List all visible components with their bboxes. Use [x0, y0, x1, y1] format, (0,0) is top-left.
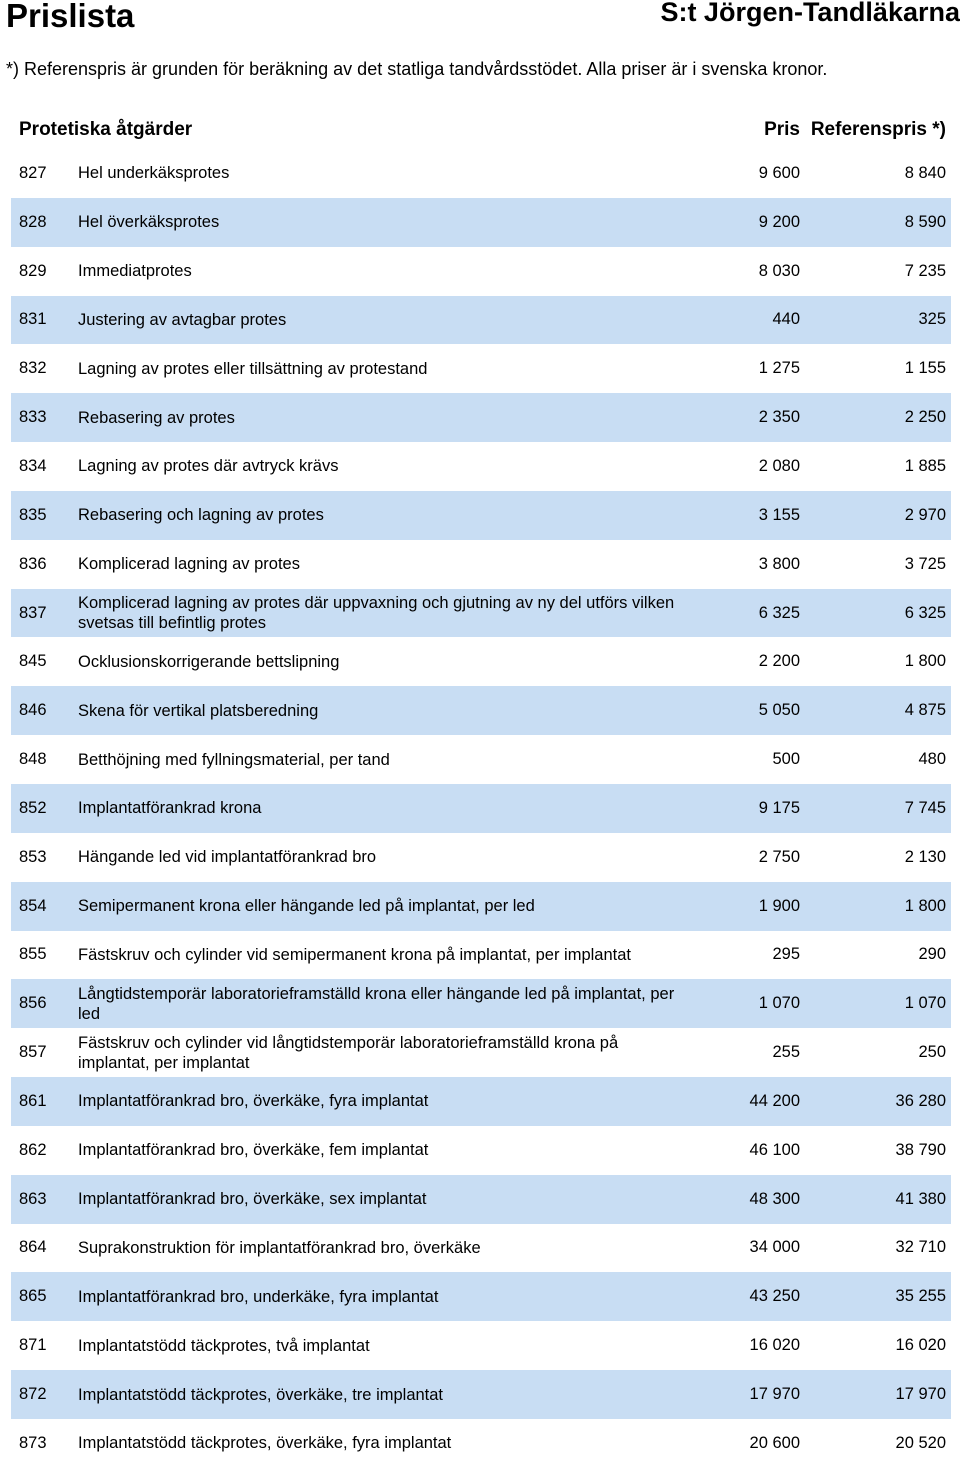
- price-value: 2 350: [758, 408, 800, 427]
- table-row: [11, 833, 951, 882]
- procedure-description: Ocklusionskorrigerande bettslipning: [78, 652, 340, 671]
- reference-price-value: 325: [918, 310, 946, 329]
- reference-price-value: 1 070: [904, 994, 946, 1013]
- table-row: [11, 735, 951, 784]
- procedure-code: 857: [19, 1043, 47, 1062]
- price-value: 9 600: [758, 163, 800, 182]
- procedure-description: Justering av avtagbar protes: [78, 310, 287, 329]
- procedure-code: 845: [19, 652, 47, 671]
- price-value: 295: [772, 945, 800, 964]
- procedure-code: 865: [19, 1287, 47, 1306]
- procedure-code: 833: [19, 408, 47, 427]
- table-row: [11, 882, 951, 931]
- table-row: [11, 1370, 951, 1419]
- reference-price-value: 480: [918, 750, 946, 769]
- price-value: 3 155: [758, 505, 800, 524]
- reference-price-value: 8 840: [904, 163, 946, 182]
- price-value: 46 100: [749, 1140, 800, 1159]
- procedure-description: Immediatprotes: [78, 262, 192, 281]
- procedure-description: Implantatförankrad bro, överkäke, fyra implantat: [78, 1092, 429, 1111]
- reference-price-column-header: Referenspris *): [810, 119, 946, 140]
- procedure-description: Rebasering och lagning av protes: [78, 506, 324, 525]
- procedure-description: Hängande led vid implantatförankrad bro: [78, 848, 377, 867]
- procedure-description: Implantatstödd täckprotes, två implantat: [78, 1336, 370, 1355]
- reference-price-value: 2 250: [904, 408, 946, 427]
- procedure-description: Fästskruv och cylinder vid långtidstemporär laboratorieframställd krona på implantat, per implantat: [78, 1033, 619, 1072]
- procedure-description: Implantatförankrad bro, underkäke, fyra implantat: [78, 1287, 439, 1306]
- procedure-code: 856: [19, 994, 47, 1013]
- procedure-code: 872: [19, 1385, 47, 1404]
- clinic-name: S:t Jörgen-Tandläkarna: [660, 0, 960, 27]
- price-table: [11, 149, 951, 1468]
- reference-price-value: 1 885: [904, 456, 946, 475]
- table-row: [11, 149, 951, 198]
- procedure-code: 834: [19, 456, 47, 475]
- procedure-code: 832: [19, 359, 47, 378]
- procedure-description: Semipermanent krona eller hängande led på implantat, per led: [78, 897, 535, 916]
- reference-price-value: 17 970: [895, 1385, 946, 1404]
- reference-price-value: 8 590: [904, 212, 946, 231]
- price-value: 8 030: [758, 261, 800, 280]
- procedure-description: Lagning av protes där avtryck krävs: [78, 457, 339, 476]
- price-value: 20 600: [749, 1433, 800, 1452]
- procedure-description: Implantatförankrad krona: [78, 799, 262, 818]
- procedure-code: 828: [19, 212, 47, 231]
- procedure-description: Suprakonstruktion för implantatförankrad bro, överkäke: [78, 1238, 481, 1257]
- price-value: 2 200: [758, 652, 800, 671]
- procedure-description: Betthöjning med fyllningsmaterial, per tand: [78, 750, 390, 769]
- procedure-description: Implantatförankrad bro, överkäke, fem implantat: [78, 1141, 429, 1160]
- procedure-description: Implantatstödd täckprotes, överkäke, tre implantat: [78, 1385, 444, 1404]
- procedure-description: Hel underkäksprotes: [78, 164, 230, 183]
- procedure-description: Långtidstemporär laboratorieframställd krona eller hängande led på implantat, per led: [78, 984, 675, 1023]
- price-value: 48 300: [749, 1189, 800, 1208]
- price-value: 9 175: [758, 798, 800, 817]
- table-row: [11, 784, 951, 833]
- procedure-description: Implantatförankrad bro, överkäke, sex implantat: [78, 1190, 427, 1209]
- reference-price-value: 4 875: [904, 701, 946, 720]
- price-value: 1 275: [758, 359, 800, 378]
- reference-price-value: 7 235: [904, 261, 946, 280]
- price-value: 1 070: [758, 994, 800, 1013]
- table-row: [11, 1077, 951, 1126]
- reference-price-value: 3 725: [904, 554, 946, 573]
- reference-price-value: 1 800: [904, 652, 946, 671]
- table-row: [11, 247, 951, 296]
- table-row: [11, 686, 951, 735]
- table-row: [11, 198, 951, 247]
- procedure-description: Rebasering av protes: [78, 408, 235, 427]
- price-value: 2 080: [758, 456, 800, 475]
- table-header: [0, 117, 960, 143]
- procedure-description: Fästskruv och cylinder vid semipermanent krona på implantat, per implantat: [78, 945, 631, 964]
- reference-price-value: 7 745: [904, 798, 946, 817]
- table-row: [11, 491, 951, 540]
- reference-price-value: 32 710: [895, 1238, 946, 1257]
- procedure-description: Lagning av protes eller tillsättning av protestand: [78, 359, 428, 378]
- price-value: 16 020: [749, 1336, 800, 1355]
- reference-price-value: 36 280: [895, 1091, 946, 1110]
- reference-price-value: 35 255: [895, 1287, 946, 1306]
- table-row: [11, 589, 951, 638]
- price-value: 17 970: [749, 1385, 800, 1404]
- table-row: [11, 442, 951, 491]
- reference-price-value: 1 800: [904, 896, 946, 915]
- table-row: [11, 1175, 951, 1224]
- price-value: 43 250: [749, 1287, 800, 1306]
- table-row: [11, 1321, 951, 1370]
- procedure-code: 848: [19, 750, 47, 769]
- price-value: 255: [772, 1043, 800, 1062]
- price-value: 34 000: [749, 1238, 800, 1257]
- reference-note: *) Referenspris är grunden för beräkning av det statliga tandvårdsstödet. Alla priser är i svenska kronor.: [6, 59, 828, 79]
- price-value: 9 200: [758, 212, 800, 231]
- price-column-header: Pris: [764, 119, 800, 140]
- table-row: [11, 393, 951, 442]
- table-row: [11, 1028, 951, 1077]
- price-value: 2 750: [758, 847, 800, 866]
- procedure-description: Komplicerad lagning av protes: [78, 555, 300, 574]
- reference-price-value: 16 020: [895, 1336, 946, 1355]
- price-value: 1 900: [758, 896, 800, 915]
- table-row: [11, 979, 951, 1028]
- procedure-code: 861: [19, 1091, 47, 1110]
- reference-price-value: 2 970: [904, 505, 946, 524]
- procedure-code: 854: [19, 896, 47, 915]
- procedure-code: 837: [19, 603, 47, 622]
- procedure-code: 852: [19, 798, 47, 817]
- page-title: Prislista: [6, 0, 135, 34]
- table-row: [11, 1224, 951, 1273]
- section-title: Protetiska åtgärder: [19, 119, 193, 140]
- procedure-code: 873: [19, 1433, 47, 1452]
- table-row: [11, 1126, 951, 1175]
- procedure-code: 855: [19, 945, 47, 964]
- procedure-description: Komplicerad lagning av protes där uppvaxning och gjutning av ny del utförs vilken svetsas till befintlig protes: [78, 594, 675, 633]
- procedure-code: 871: [19, 1336, 47, 1355]
- procedure-code: 846: [19, 701, 47, 720]
- table-row: [11, 637, 951, 686]
- price-value: 6 325: [758, 603, 800, 622]
- table-row: [11, 1419, 951, 1468]
- procedure-description: Implantatstödd täckprotes, överkäke, fyra implantat: [78, 1434, 452, 1453]
- table-row: [11, 540, 951, 589]
- price-value: 5 050: [758, 701, 800, 720]
- procedure-description: Skena för vertikal platsberedning: [78, 701, 319, 720]
- procedure-code: 864: [19, 1238, 47, 1257]
- reference-price-value: 250: [918, 1043, 946, 1062]
- reference-price-value: 1 155: [904, 359, 946, 378]
- reference-price-value: 6 325: [904, 603, 946, 622]
- table-row: [11, 931, 951, 980]
- procedure-code: 835: [19, 505, 47, 524]
- table-row: [11, 296, 951, 345]
- procedure-code: 836: [19, 554, 47, 573]
- table-row: [11, 344, 951, 393]
- price-value: 500: [772, 750, 800, 769]
- reference-price-value: 290: [918, 945, 946, 964]
- procedure-code: 829: [19, 261, 47, 280]
- table-row: [11, 1272, 951, 1321]
- reference-price-value: 41 380: [895, 1189, 946, 1208]
- procedure-code: 831: [19, 310, 47, 329]
- reference-price-value: 2 130: [904, 847, 946, 866]
- price-value: 440: [772, 310, 800, 329]
- reference-price-value: 38 790: [895, 1140, 946, 1159]
- procedure-code: 862: [19, 1140, 47, 1159]
- procedure-code: 827: [19, 163, 47, 182]
- price-value: 44 200: [749, 1091, 800, 1110]
- procedure-description: Hel överkäksprotes: [78, 213, 220, 232]
- procedure-code: 863: [19, 1189, 47, 1208]
- procedure-code: 853: [19, 847, 47, 866]
- reference-price-value: 20 520: [895, 1433, 946, 1452]
- price-value: 3 800: [758, 554, 800, 573]
